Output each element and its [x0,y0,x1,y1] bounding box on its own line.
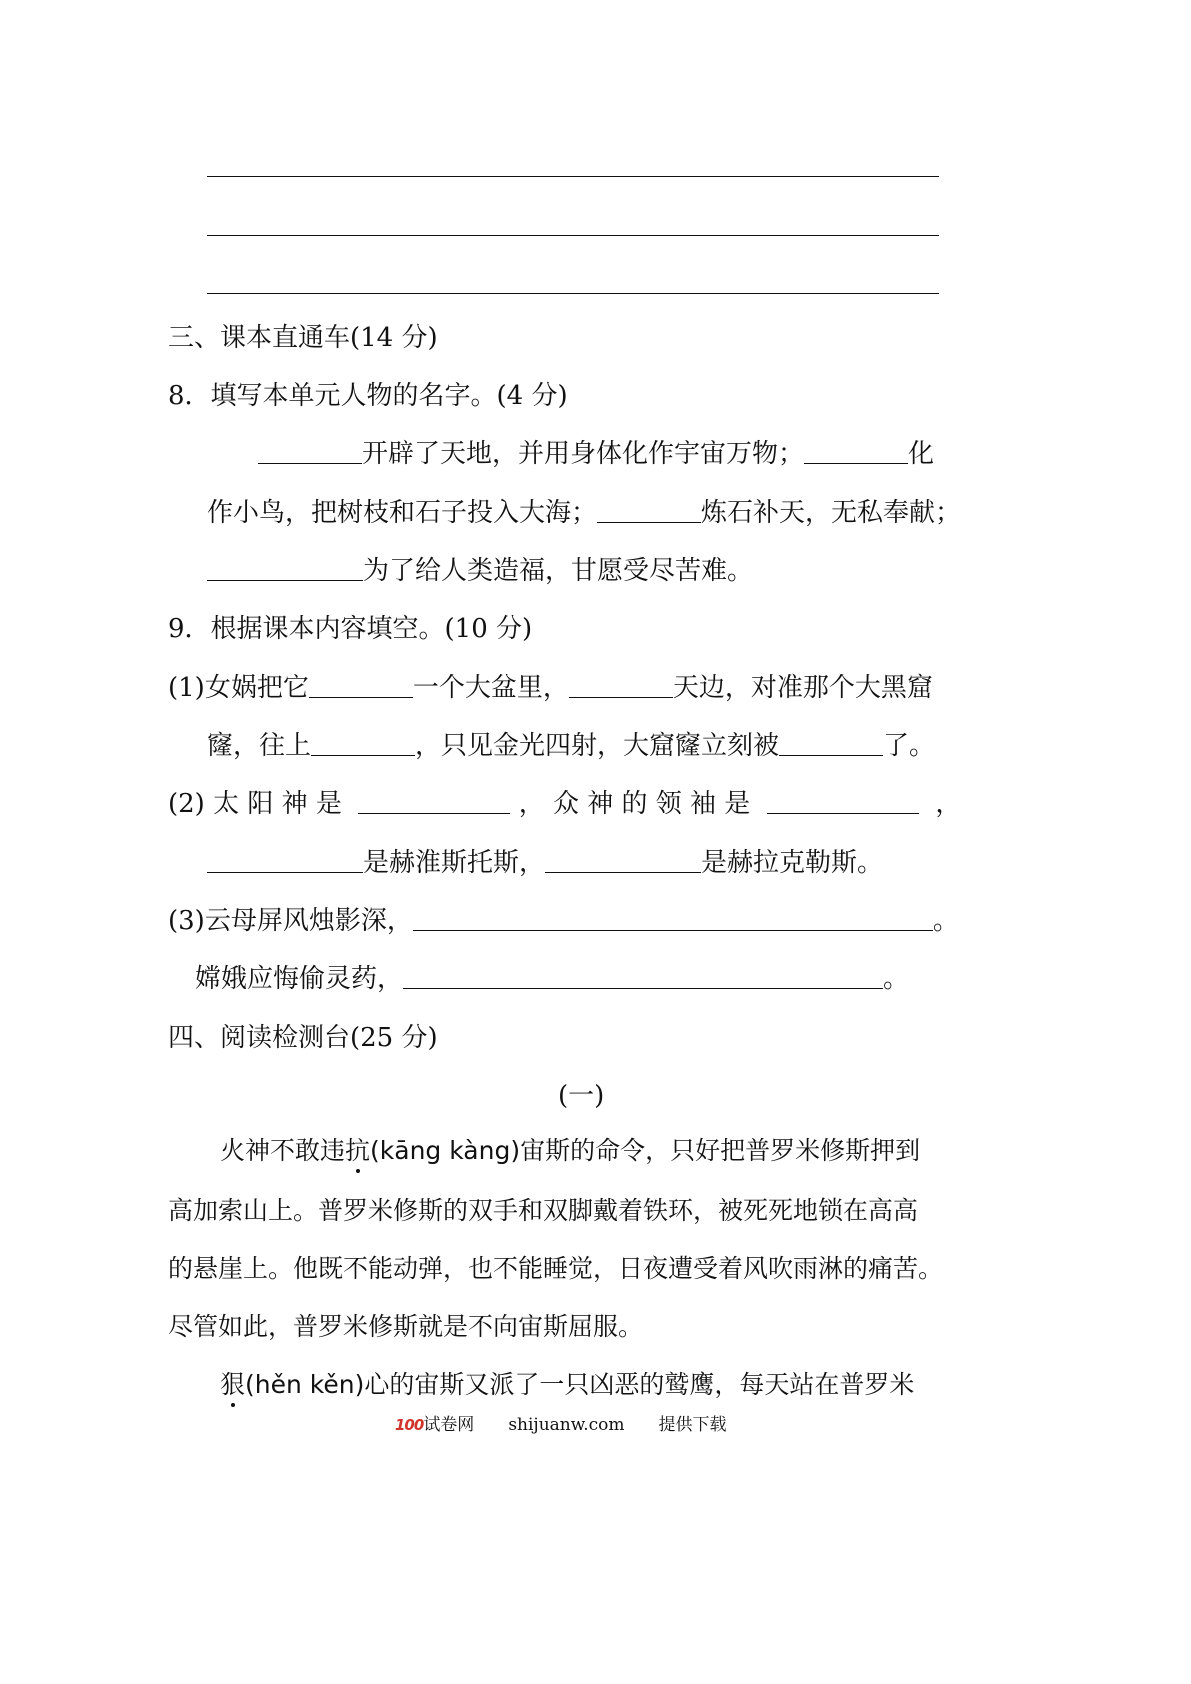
site-logo: 100 [395,1416,424,1434]
fill-blank[interactable] [413,904,933,931]
question-9-part-2-line-1: (2) 太 阳 神 是 ， 众 神 的 领 袖 是 ， [168,789,962,819]
question-8-line-3: 为了给人类造福，甘愿受尽苦难。 [207,553,753,589]
answer-line-3[interactable] [207,293,939,294]
passage-line-2: 高加索山上。普罗米修斯的双手和双脚戴着铁环，被死死地锁在高高 [168,1196,919,1225]
fill-blank[interactable] [358,787,510,814]
section-3-title: 三、课本直通车(14 分) [168,323,438,353]
question-8-line-1: 开辟了天地，并用身体化作宇宙万物； 化 [258,436,934,472]
passage-line-1: 火神不敢违抗(kāng kàng)宙斯的命令，只好把普罗米修斯押到 [220,1136,921,1165]
fill-blank[interactable] [207,846,363,873]
fill-blank[interactable] [767,787,919,814]
dotted-character: 抗 [345,1136,371,1165]
question-9-stem: 9．根据课本内容填空。(10 分) [168,614,533,644]
footer-note: 提供下载 [658,1415,727,1435]
question-8-line-2: 作小鸟，把树枝和石子投入大海； 炼石补天，无私奉献； [207,498,962,528]
site-domain[interactable]: shijuanw.com [508,1415,625,1435]
fill-blank[interactable] [309,671,413,698]
question-9-part-1-line-1: (1)女娲把它 一个大盆里， 天边，对准那个大黑窟 [168,673,933,703]
fill-blank[interactable] [597,496,701,523]
passage-heading: (一) [558,1081,605,1111]
fill-blank[interactable] [569,671,673,698]
question-9-part-3-line-1: (3)云母屏风烛影深， 。 [168,906,959,936]
fill-blank[interactable] [258,437,362,464]
fill-blank[interactable] [311,729,415,756]
passage-line-5: 狠(hěn kěn)心的宙斯又派了一只凶恶的鹫鹰，每天站在普罗米 [220,1370,915,1399]
fill-blank[interactable] [207,554,363,581]
fill-blank[interactable] [403,962,883,989]
fill-blank[interactable] [804,437,908,464]
passage-line-4: 尽管如此，普罗米修斯就是不向宙斯屈服。 [168,1312,644,1341]
section-4-title: 四、阅读检测台(25 分) [168,1023,438,1053]
fill-blank[interactable] [545,846,701,873]
answer-line-1[interactable] [207,176,939,177]
question-9-part-3-line-2: 嫦娥应悔偷灵药， 。 [195,964,910,994]
footer [395,1414,727,1436]
question-8-stem: 8．填写本单元人物的名字。(4 分) [168,381,568,411]
dotted-character: 狠 [220,1370,246,1399]
answer-line-2[interactable] [207,235,939,236]
site-name: 试卷网 [423,1415,475,1435]
passage-line-3: 的悬崖上。他既不能动弹，也不能睡觉，日夜遭受着风吹雨淋的痛苦。 [168,1254,944,1283]
question-9-part-2-line-2: 是赫淮斯托斯， 是赫拉克勒斯。 [207,845,883,881]
question-9-part-1-line-2: 窿，往上 ，只见金光四射，大窟窿立刻被 了。 [207,731,936,761]
fill-blank[interactable] [779,729,883,756]
